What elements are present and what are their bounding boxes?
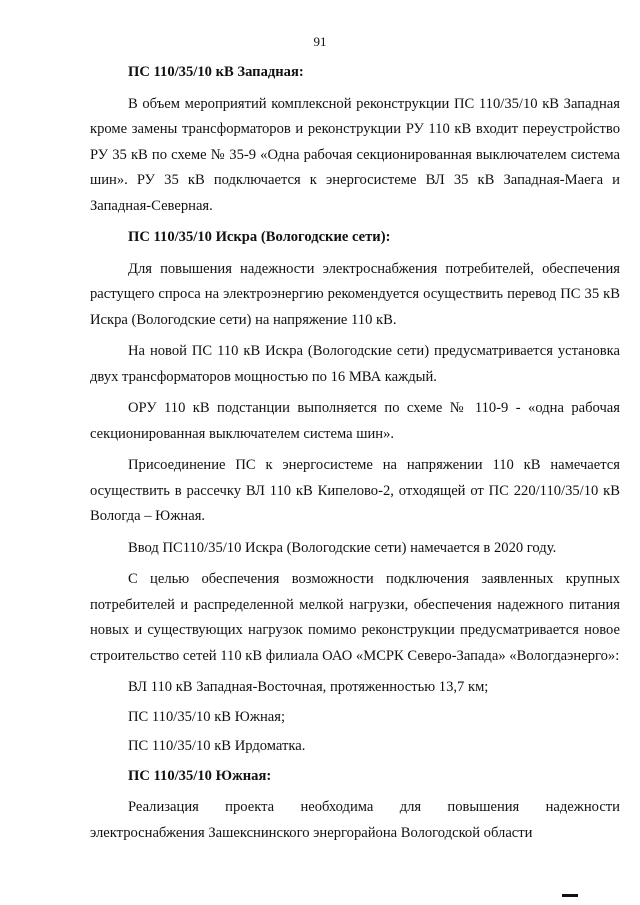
scan-mark xyxy=(562,894,578,897)
section-heading: ПС 110/35/10 Южная: xyxy=(128,767,272,784)
paragraph: Ввод ПС110/35/10 Искра (Вологодские сети) намечается в 2020 году. xyxy=(128,539,557,556)
paragraph: Присоединение ПС к энергосистеме на напряжении 110 кВ намечается осуществить в рассечку ВЛ 110 кВ Кипелово-2, отходящей от ПС 220/110/35/10 кВ Вологда – Южная. xyxy=(90,457,620,524)
section-heading: ПС 110/35/10 кВ Западная: xyxy=(128,64,304,80)
paragraph: Для повышения надежности электроснабжения потребителей, обеспечения растущего спроса на электроэнергию рекомендуется осуществить перевод ПС 35 кВ Искра (Вологодские сети) на напряжение 110 кВ. xyxy=(90,260,620,328)
paragraph: В объем мероприятий комплексной реконструкции ПС 110/35/10 кВ Западная кроме замены трансформаторов и реконструкции РУ 110 кВ входит переустройство РУ 35 кВ по схеме № 35-9 «Одна рабочая секционированная выключателем система шин». РУ 35 кВ подключается к энергосистеме ВЛ 35 кВ Западная-Маега и Западная-Северная. xyxy=(90,95,620,214)
paragraph: На новой ПС 110 кВ Искра (Вологодские сети) предусматривается установка двух трансформаторов мощностью по 16 МВА каждый. xyxy=(90,343,620,385)
paragraph: С целью обеспечения возможности подключения заявленных крупных потребителей и распределенной мелкой нагрузки, обеспечения надежного питания новых и существующих нагрузок помимо реконструкции предусматривается новое строительство сетей 110 кВ филиала ОАО «МСРК Северо-Запада» «Вологдаэнерго»: xyxy=(90,571,620,664)
list-item: ПС 110/35/10 кВ Южная; xyxy=(128,708,286,725)
paragraph: Реализация проекта необходима для повышения надежности электроснабжения Зашекснинского энергорайона Вологодской области xyxy=(90,799,620,841)
section-heading: ПС 110/35/10 Искра (Вологодские сети): xyxy=(128,229,391,245)
paragraph: ОРУ 110 кВ подстанции выполняется по схеме № 110-9 - «одна рабочая секционированная выключателем система шин». xyxy=(90,400,620,442)
page-number: 91 xyxy=(313,34,327,49)
list-item: ВЛ 110 кВ Западная-Восточная, протяженностью 13,7 км; xyxy=(128,679,489,695)
document-body xyxy=(90,60,620,852)
list-item: ПС 110/35/10 кВ Ирдоматка. xyxy=(128,738,306,754)
